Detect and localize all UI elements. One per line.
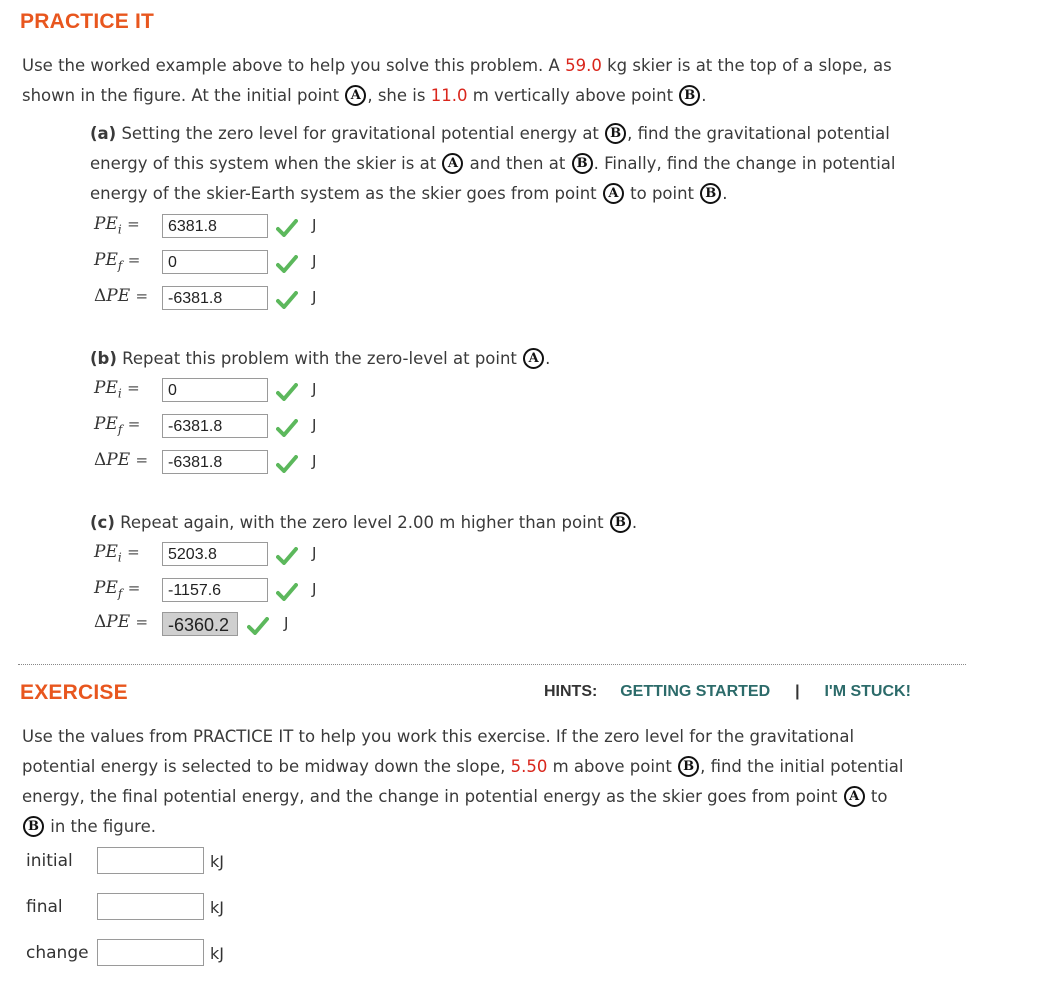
unit-joule: J: [312, 452, 317, 470]
point-b-icon: B: [605, 123, 626, 144]
final-label: final: [26, 897, 63, 917]
unit-joule: J: [284, 614, 289, 632]
hints-bar: [544, 683, 911, 701]
skier-height: 11.0: [430, 86, 468, 105]
checkmark-icon: [276, 219, 298, 237]
checkmark-icon: [276, 383, 298, 401]
part-c-label: (c): [90, 513, 115, 532]
unit-joule: J: [312, 416, 317, 434]
pe-final-label: $PE_f$ =: [94, 414, 141, 437]
part-c-delta-pe-input[interactable]: -6360.2: [162, 612, 238, 636]
intro-text-4: , she is: [367, 86, 431, 105]
exercise-question: Use the values from PRACTICE IT to help you work this exercise. If the zero level for the gravitational potential energy is selected to be midway down the slope, 5.50 m above point B , find the initial potential energy, the final potential energy, and the change in potential energy as the skier goes from point A to B in the figure.: [22, 727, 904, 836]
point-a-icon: A: [523, 348, 544, 369]
initial-input[interactable]: [97, 847, 204, 874]
delta-pe-label: ΔPE =: [94, 450, 149, 470]
unit-joule: J: [312, 580, 317, 598]
unit-kilojoule: kJ: [210, 852, 224, 871]
point-b-icon: B: [700, 183, 721, 204]
pe-final-label: $PE_f$ =: [94, 250, 141, 273]
pe-initial-label: $PE_i$ =: [94, 214, 140, 237]
part-a-question: (a) Setting the zero level for gravitational potential energy at B , find the gravitational potential energy of this system when the skier is at A and then at B . Finally, find the change in potential energy of the skier-Earth system as the skier goes from point A to point B .: [90, 124, 896, 203]
pe-initial-label: $PE_i$ =: [94, 378, 140, 401]
part-a-label: (a): [90, 124, 117, 143]
unit-joule: J: [312, 252, 317, 270]
skier-mass: 59.0: [565, 56, 602, 75]
checkmark-icon: [276, 419, 298, 437]
unit-joule: J: [312, 288, 317, 306]
point-a-icon: A: [844, 786, 865, 807]
unit-kilojoule: kJ: [210, 944, 224, 963]
pe-final-label: $PE_f$ =: [94, 578, 141, 601]
midway-height: 5.50: [510, 757, 548, 776]
part-c-pe-initial-input[interactable]: 5203.8: [162, 542, 268, 566]
part-b-pe-initial-input[interactable]: 0: [162, 378, 268, 402]
unit-kilojoule: kJ: [210, 898, 224, 917]
change-label: change: [26, 943, 89, 963]
pe-initial-label: $PE_i$ =: [94, 542, 140, 565]
part-b-delta-pe-input[interactable]: -6381.8: [162, 450, 268, 474]
part-c-pe-final-input[interactable]: -1157.6: [162, 578, 268, 602]
point-b-icon: B: [679, 85, 700, 106]
section-divider: [18, 664, 966, 665]
part-b-pe-final-input[interactable]: -6381.8: [162, 414, 268, 438]
point-b-icon: B: [610, 512, 631, 533]
checkmark-icon: [247, 617, 269, 635]
im-stuck-link[interactable]: I'M STUCK!: [824, 683, 911, 700]
part-b-question: (b) Repeat this problem with the zero-level at point A .: [90, 349, 551, 368]
unit-joule: J: [312, 380, 317, 398]
final-input[interactable]: [97, 893, 204, 920]
point-a-icon: A: [442, 153, 463, 174]
unit-joule: J: [312, 544, 317, 562]
unit-joule: J: [312, 216, 317, 234]
intro-text-5: m vertically above point: [467, 86, 679, 105]
intro-text-1: Use the worked example above to help you solve this problem. A: [22, 56, 566, 75]
point-b-icon: B: [23, 816, 44, 837]
hints-separator: |: [795, 683, 800, 700]
hints-label: HINTS:: [544, 683, 598, 700]
part-a-pe-initial-input[interactable]: 6381.8: [162, 214, 268, 238]
point-b-icon: B: [678, 756, 699, 777]
checkmark-icon: [276, 291, 298, 309]
part-c-question: (c) Repeat again, with the zero level 2.00 m higher than point B .: [90, 513, 638, 532]
delta-pe-label: ΔPE =: [94, 612, 149, 632]
part-b-label: (b): [90, 349, 117, 368]
checkmark-icon: [276, 583, 298, 601]
delta-pe-label: ΔPE =: [94, 286, 149, 306]
intro-text-3: shown in the figure. At the initial point: [22, 86, 345, 105]
initial-label: initial: [26, 851, 73, 871]
part-a-delta-pe-input[interactable]: -6381.8: [162, 286, 268, 310]
practice-intro: Use the worked example above to help you solve this problem. A 59.0 kg skier is at the top of a slope, as shown in the figure. At the initial point A , she is 11.0 m vertically above point B .: [22, 56, 892, 105]
checkmark-icon: [276, 547, 298, 565]
practice-it-title: PRACTICE IT: [20, 10, 155, 33]
point-a-icon: A: [345, 85, 366, 106]
point-b-icon: B: [572, 153, 593, 174]
checkmark-icon: [276, 255, 298, 273]
exercise-title: EXERCISE: [20, 681, 128, 704]
getting-started-link[interactable]: GETTING STARTED: [620, 683, 771, 700]
change-input[interactable]: [97, 939, 204, 966]
intro-text-2: kg skier is at the top of a slope, as: [601, 56, 892, 75]
part-a-pe-final-input[interactable]: 0: [162, 250, 268, 274]
checkmark-icon: [276, 455, 298, 473]
point-a-icon: A: [603, 183, 624, 204]
